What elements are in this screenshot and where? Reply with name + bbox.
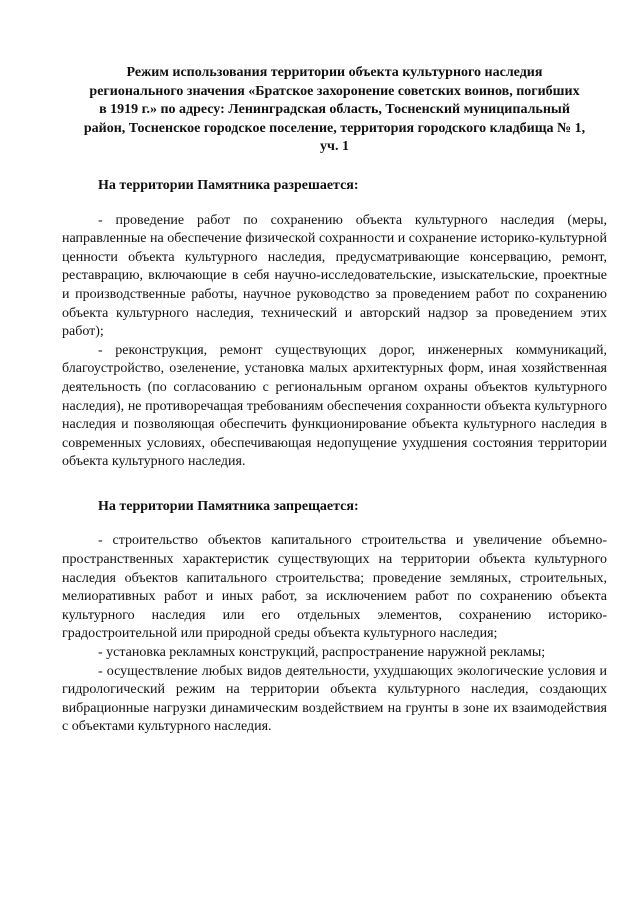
forbidden-heading: На территории Памятника запрещается: xyxy=(98,498,359,514)
allowed-list xyxy=(62,212,607,472)
forbidden-item: - строительство объектов капитального строительства и увеличение объемно-пространственных характеристик существующих на территории объекта культурного наследия объектов капитального строительства; проведение земляных, строительных, мелиоративных работ и иных работ, за исключением работ по сохранению объекта культурного наследия или его отдельных элементов, сохранению историко-градостроительной или природной среды объекта культурного наследия; xyxy=(62,533,607,642)
title-line: Режим использования территории объекта культурного наследия xyxy=(126,65,543,80)
forbidden-item: - установка рекламных конструкций, распространение наружной рекламы; xyxy=(98,645,546,661)
allowed-item: - проведение работ по сохранению объекта культурного наследия (меры, направленные на обеспечение физической сохранности и сохранение историко-культурной ценности объекта культурного наследия, предусматривающие консервацию, ремонт, реставрацию, включающие в себя научно-исследовательские, изыскательские, проектные и производственные работы, научное руководство за проведением работ по сохранению объекта культурного наследия, технический и авторский надзор за проведением этих работ); xyxy=(62,212,607,340)
title-line: регионального значения «Братское захоронение советских воинов, погибших xyxy=(89,83,580,99)
document-title xyxy=(62,64,607,157)
title-line: в 1919 г.» по адресу: Ленинградская область, Тосненский муниципальный xyxy=(99,102,570,118)
allowed-heading: На территории Памятника разрешается: xyxy=(98,177,359,193)
allowed-item: - реконструкция, ремонт существующих дорог, инженерных коммуникаций, благоустройство, озеленение, установка малых архитектурных форм, иная хозяйственная деятельность (по согласованию с региональным органом охраны объектов культурного наследия), не противоречащая требованиям обеспечения сохранности объекта культурного наследия и позволяющая обеспечить функционирование объекта культурного наследия в современных условиях, обеспечивающая недопущение ухудшения состояния территории объекта культурного наследия. xyxy=(62,342,607,470)
document-page xyxy=(62,64,607,737)
forbidden-item: - осуществление любых видов деятельности, ухудшающих экологические условия и гидрологический режим на территории объекта культурного наследия, создающих вибрационные нагрузки динамическим воздействием на грунты в зоне их взаимодействия с объектами культурного наследия. xyxy=(62,663,607,735)
forbidden-list xyxy=(62,532,607,737)
title-line: уч. 1 xyxy=(320,139,349,155)
title-line: район, Тосненское городское поселение, территория городского кладбища № 1, xyxy=(83,120,586,136)
